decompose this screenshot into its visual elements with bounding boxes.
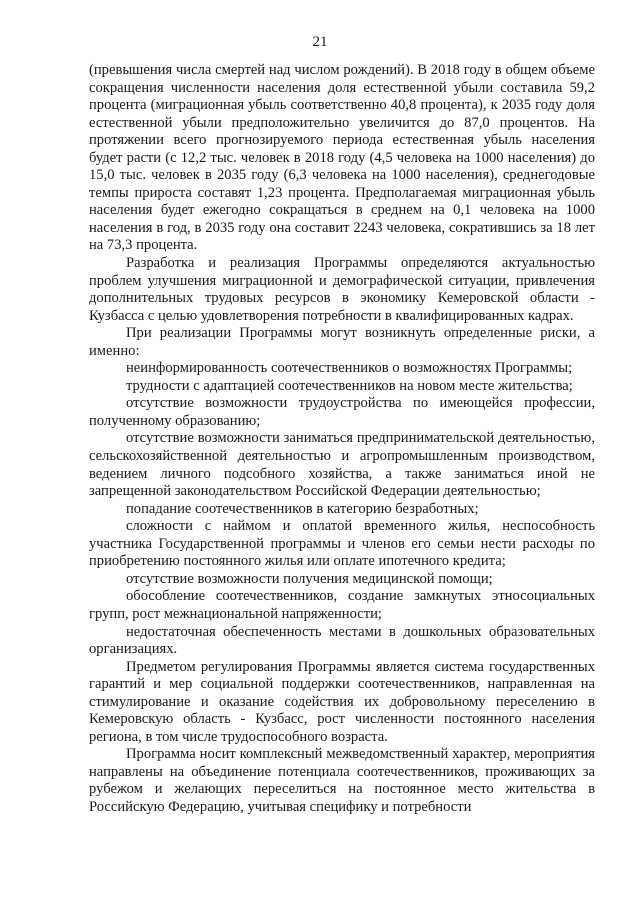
risk-item: недостаточная обеспеченность местами в дошкольных образовательных организациях. xyxy=(89,623,595,658)
risk-item: попадание соотечественников в категорию безработных; xyxy=(126,500,479,517)
risk-item: неинформированность соотечественников о возможностях Программы; xyxy=(126,360,573,377)
paragraph-risks-intro: При реализации Программы могут возникнуть определенные риски, а именно: xyxy=(89,325,595,359)
risk-item: сложности с наймом и оплатой временного жилья, неспособность участника Государственной программы и членов его семьи нести расходы по приобретению постоянного жилья или оплате ипотечного кредита; xyxy=(89,518,595,570)
risk-item: отсутствие возможности трудоустройства по имеющейся профессии, полученному образованию; xyxy=(89,395,595,429)
risk-item: отсутствие возможности заниматься предпринимательской деятельностью, сельскохозяйственной деятельностью и агропромышленным производством, ведением личного подсобного хозяйства, а также заниматься иной не запрещенной законодательством Российской Федерации деятельностью; xyxy=(89,430,595,500)
risk-item: обособление соотечественников, создание замкнутых этносоциальных групп, рост межнациональной напряженности; xyxy=(89,588,595,622)
page-number: 21 xyxy=(312,34,328,50)
paragraph-program-character: Программа носит комплексный межведомственный характер, мероприятия направлены на объединение потенциала соотечественников, проживающих за рубежом и желающих переселиться на постоянное место жительства в Российскую Федерацию, учитывая специфику и потребности xyxy=(89,746,595,815)
paragraph-demographic-forecast: (превышения числа смертей над числом рождений). В 2018 году в общем объеме сокращения численности населения доля естественной убыли составила 59,2 процента (миграционная убыль соответственно 40,8 процента), к 2035 году доля естественной убыли предположительно увеличится до 87,0 процентов. На протяжении всего прогнозируемого периода естественная убыль населения будет расти (с 12,2 тыс. человек в 2018 году (4,5 человека на 1000 населения) до 15,0 тыс. человек в 2035 году (6,3 человека на 1000 населения), среднегодовые темпы прироста составят 1,23 процента. Предполагаемая миграционная убыль населения будет ежегодно сокращаться в среднем на 0,1 человека на 1000 населения в год, в 2035 году она составит 2243 человека, сократившись за 18 лет на 73,3 процента. xyxy=(89,62,595,254)
body-text xyxy=(89,62,595,817)
risk-item: трудности с адаптацией соотечественников на новом месте жительства; xyxy=(126,377,573,394)
risk-item: отсутствие возможности получения медицинской помощи; xyxy=(126,570,493,587)
paragraph-program-relevance: Разработка и реализация Программы определяются актуальностью проблем улучшения миграционной и демографической ситуации, привлечения дополнительных трудовых ресурсов в экономику Кемеровской области - Кузбасса с целью удовлетворения потребности в квалифицированных кадрах. xyxy=(89,255,595,324)
paragraph-regulation-subject: Предметом регулирования Программы является система государственных гарантий и мер социальной поддержки соотечественников, направленная на стимулирование и оказание содействия их добровольному переселению в Кемеровскую область - Кузбасс, рост численности постоянного населения региона, в том числе трудоспособного возраста. xyxy=(89,658,595,745)
